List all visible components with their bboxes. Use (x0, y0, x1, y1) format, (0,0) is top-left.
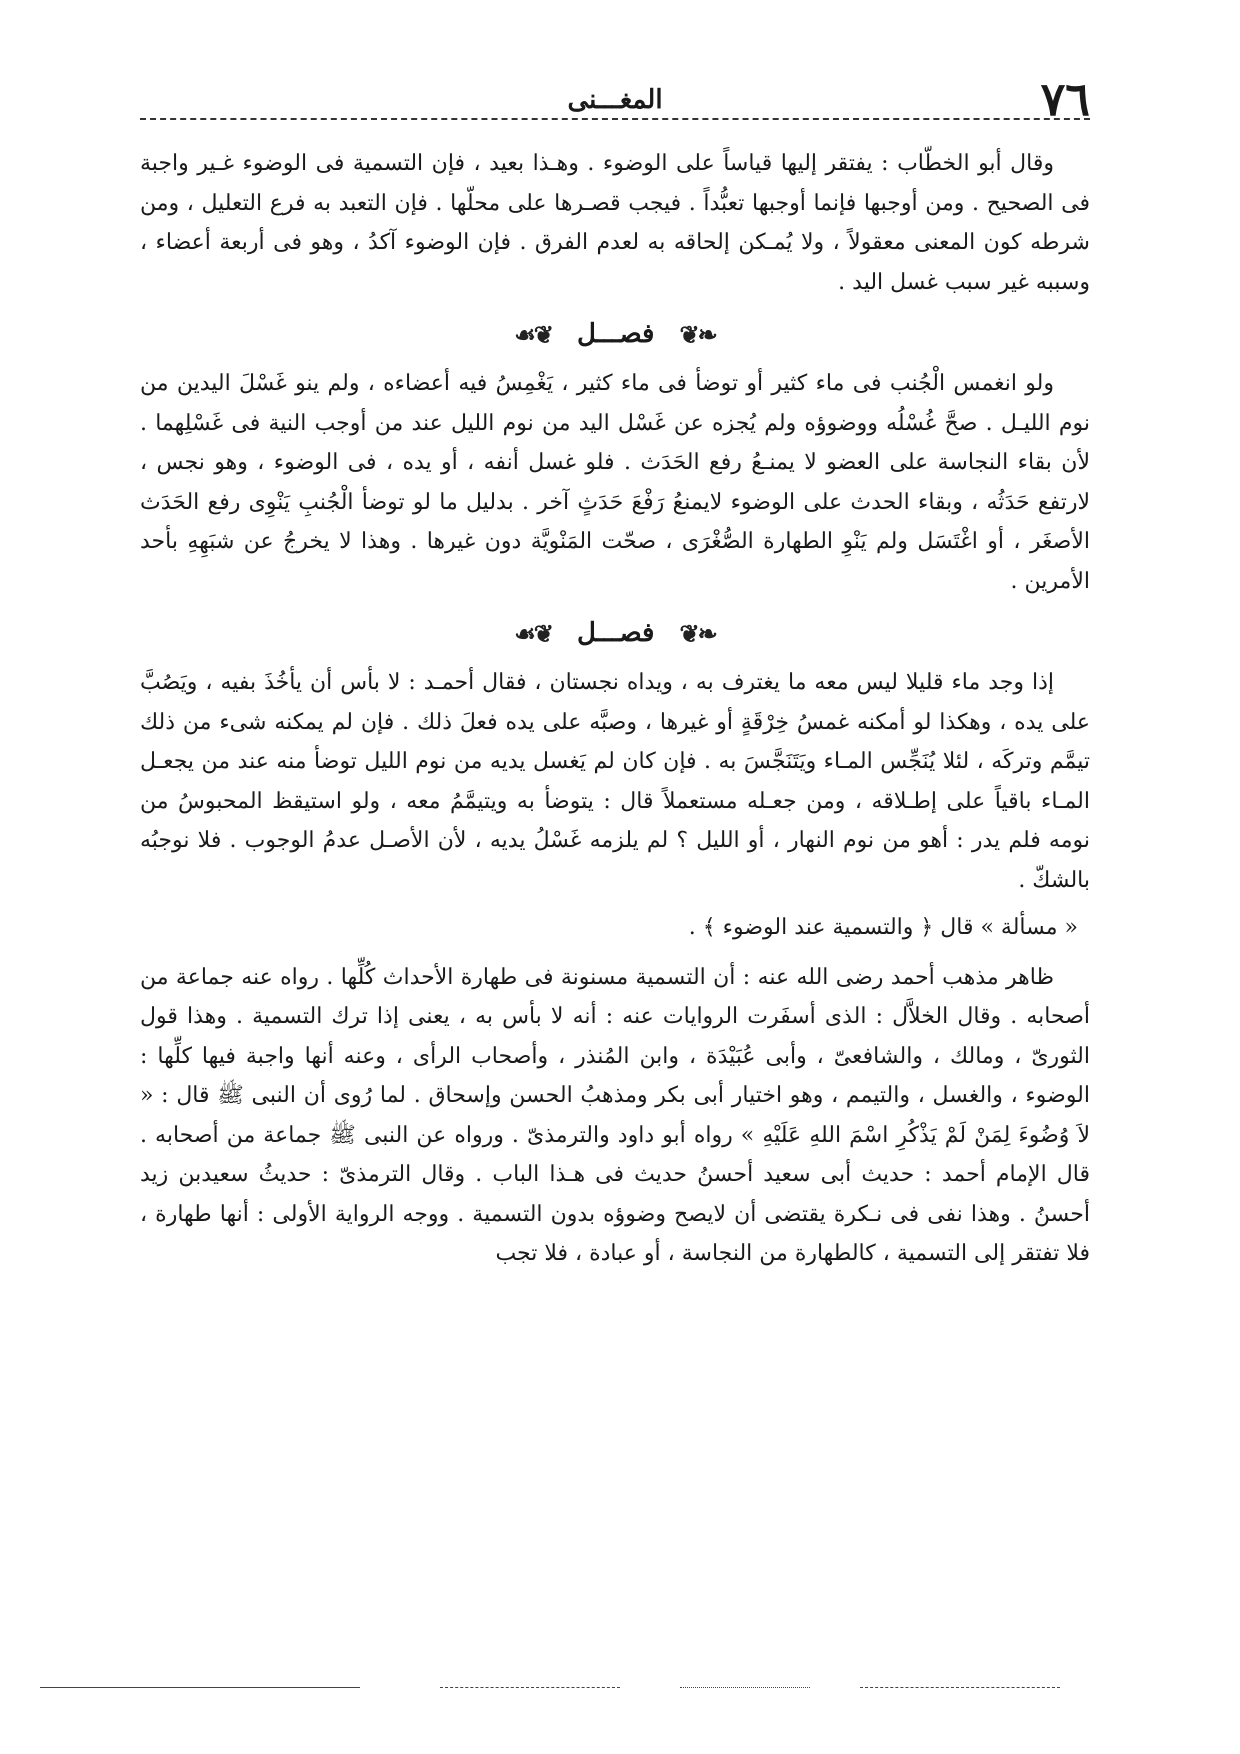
ornament-right-icon: ❧❦ (679, 619, 716, 648)
ornament-left-icon: ❦☙ (514, 320, 552, 349)
section-paragraph: إذا وجد ماء قليلا ليس معه ما يغترف به ، ويداه نجستان ، فقال أحمـد : لا بأس أن يأخُذَ بفيه ، ويَصُبَّ على يده ، وهكذا لو أمكنه غمسُ خِرْقَةٍ أو غيرها ، وصبَّه على يده فعلَ ذلك . فإن لم يمكنه شىء من ذلك تيمَّم وتركَه ، لئلا يُنَجِّس المـاء ويَتَنَجَّسَ به . فإن كان لم يَغسل يديه من نوم الليل توضأ منه عند من يجعـل المـاء باقياً على إطـلاقه ، ومن جعـله مستعملاً قال : يتوضأ به ويتيمَّمُ معه ، ولو استيقظ المحبوسُ من نومه فلم يدر : أهو من نوم النهار ، أو الليل ؟ لم يلزمه غَسْلُ يديه ، لأن الأصـل عدمُ الوجوب . فلا نوجبُه بالشكّ . (140, 670, 1090, 893)
running-title: المغـــنى (567, 85, 663, 115)
footer-rule (40, 1687, 360, 1688)
masala-paragraph: ظاهر مذهب أحمد رضى الله عنه : أن التسمية مسنونة فى طهارة الأحداث كُلِّها . رواه عنه جماعة من أصحابه . وقال الخلاَّل : الذى أسفَرت الروايات عنه : أنه لا بأس به ، يعنى إذا ترك التسمية . وهذا قول الثورىّ ، ومالك ، والشافعىّ ، وأبى عُبَيْدَة ، وابن المُنذر ، وأصحاب الرأى ، وعنه أنها واجبة فيها كلِّها : الوضوء ، والغسل ، والتيمم ، وهو اختيار أبى بكر ومذهبُ الحسن وإسحاق . لما رُوى أن النبى ﷺ قال : « لاَ وُضُوءَ لِمَنْ لَمْ يَذْكُرِ اسْمَ اللهِ عَلَيْهِ » رواه أبو داود والترمذىّ . ورواه عن النبى ﷺ جماعة من أصحابه . قال الإمام أحمد : حديث أبى سعيد أحسنُ حديث فى هـذا الباب . وقال الترمذىّ : حديثُ سعيدبن زيد أحسنُ . وهذا نفى فى نـكرة يقتضى أن لايصح وضوؤه بدون التسمية . ووجه الرواية الأولى : أنها طهارة ، فلا تفتقر إلى التسمية ، كالطهارة من النجاسة ، أو عبادة ، فلا تجب (140, 964, 1090, 1266)
footer-rules (40, 1687, 1220, 1693)
section-heading (140, 607, 1090, 659)
ornament-left-icon: ❦☙ (514, 619, 552, 648)
page-number: ٧٦ (1040, 72, 1090, 126)
section-paragraph: ولو انغمس الْجُنب فى ماء كثير أو توضأ فى ماء كثير ، يَغْمِسُ فيه أعضاءه ، ولم ينو غَسْلَ اليدين من نوم الليـل . صحَّ غُسْلُه ووضوؤه ولم يُجزه عن غَسْل اليد من نوم الليل عند من أوجب النية فى غَسْلِهما . لأن بقاء النجاسة على العضو لا يمنـعُ رفع الحَدَث . فلو غسل أنفه ، أو يده ، فى الوضوء ، وهو نجس ، لارتفع حَدَثُه ، وبقاء الحدث على الوضوء لايمنعُ رَفْعَ حَدَثٍ آخر . بدليل ما لو توضأ الْجُنبِ يَنْوِى رفع الحَدَث الأصغَر ، أو اغْتَسَل ولم يَنْوِ الطهارة الصُّغْرَى ، صحّت المَنْويَّة دون غيرها . وهذا لا يخرجُ عن شبَهِهِ بأحد الأمرين . (140, 371, 1090, 594)
page-body (140, 140, 1090, 1274)
intro-paragraph: وقال أبو الخطّاب : يفتقر إليها قياساً على الوضوء . وهـذا بعيد ، فإن التسمية فى الوضوء غـير واجبة فى الصحيح . ومن أوجبها فإنما أوجبها تعبُّداً . فيجب قصـرها على محلّها . فإن التعبد به فرع التعليل ، ومن شرطه كون المعنى معقولاً ، ولا يُمـكن إلحاقه به لعدم الفرق . فإن الوضوء آكدُ ، وهو فى أربعة أعضاء ، وسببه غير سبب غسل اليد . (140, 151, 1090, 295)
header-rule (140, 118, 1090, 120)
page-header (140, 70, 1090, 126)
masala-heading: « مسألة » قال ﴿ والتسمية عند الوضوء ﴾ . (688, 915, 1078, 940)
ornament-right-icon: ❧❦ (679, 320, 716, 349)
footer-rule (680, 1687, 810, 1688)
section-heading-label: فصـــل (576, 618, 655, 648)
footer-rule (860, 1687, 1060, 1688)
section-heading (140, 308, 1090, 360)
footer-rule (440, 1687, 620, 1688)
section-heading-label: فصـــل (576, 319, 655, 349)
